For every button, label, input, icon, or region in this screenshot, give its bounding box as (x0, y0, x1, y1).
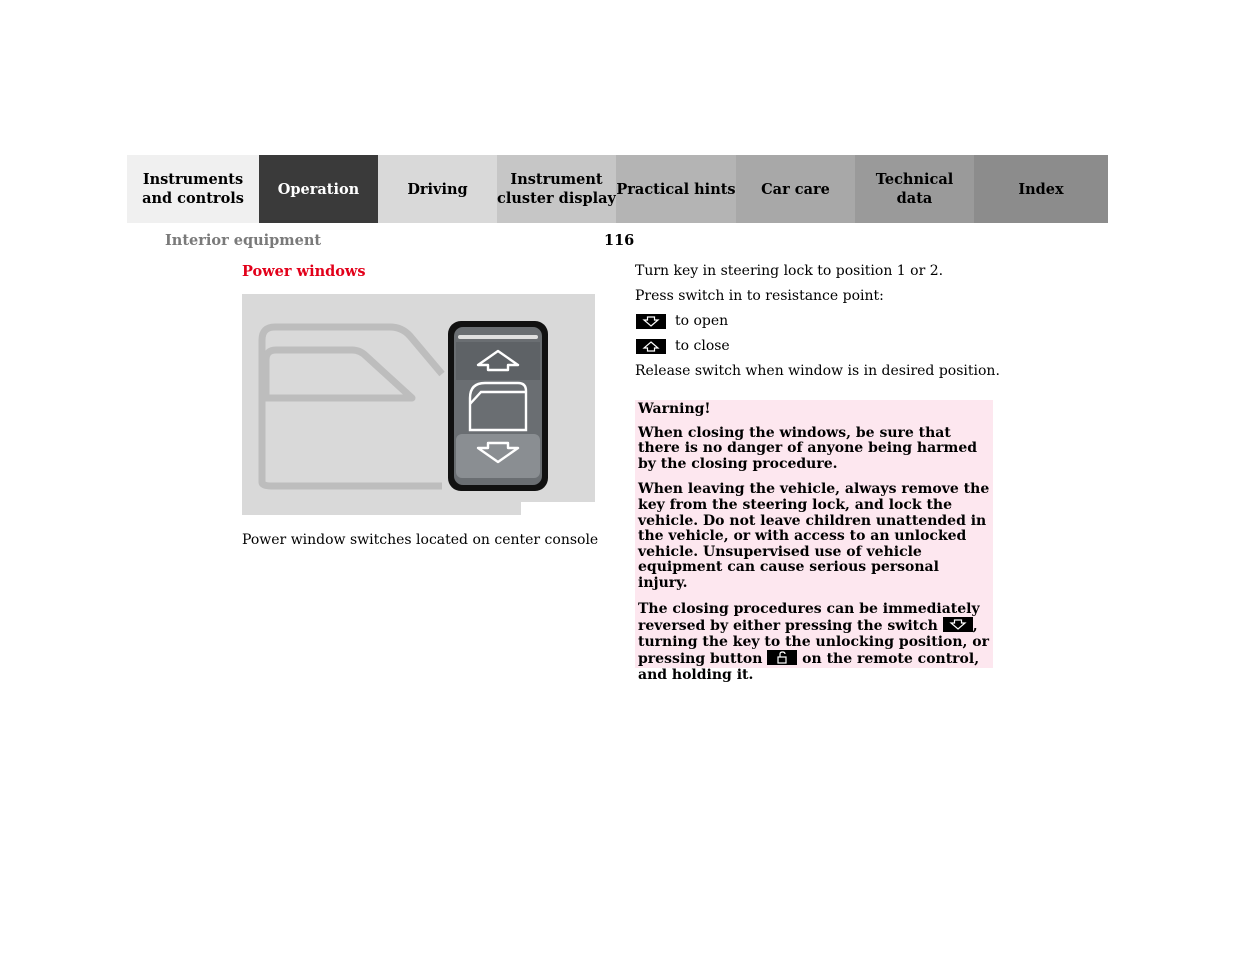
warning-reverse-text-a: The closing procedures can be immediately reversed by either pressing the switch (638, 600, 980, 635)
warning-box (635, 400, 993, 683)
page-number: 116 (604, 232, 635, 249)
arrow-up-icon (636, 339, 666, 354)
tab-index[interactable]: Index (974, 155, 1108, 223)
warning-paragraph-reverse (638, 602, 990, 684)
tab-technical-data[interactable]: Technical data (855, 155, 974, 223)
warning-reverse-text-c: on the remote control, and holding it. (638, 651, 980, 683)
warning-title: Warning! (638, 401, 711, 417)
instruction-press-switch: Press switch in to resistance point: (635, 288, 884, 304)
switch-drawing (242, 294, 595, 515)
instruction-key-position: Turn key in steering lock to position 1 or 2. (635, 263, 944, 279)
instruction-release-switch: Release switch when window is in desired position. (635, 363, 1000, 379)
tab-practical-hints[interactable]: Practical hints (616, 155, 736, 223)
arrow-down-icon (636, 314, 666, 329)
warning-reverse-text-b: , turning the key to the unlocking position, or pressing button (638, 618, 989, 668)
chapter-nav (127, 155, 1108, 223)
open-label: to open (675, 313, 729, 329)
power-window-switch-illustration (242, 294, 595, 515)
tab-driving[interactable]: Driving (378, 155, 497, 223)
warning-paragraph-leaving: When leaving the vehicle, always remove the key from the steering lock, and lock the vehicle. Do not leave children unattended in the vehicle, or with access to an unlocked vehicle. Unsupervised use of vehicle equipment can cause serious personal injury. (638, 481, 990, 591)
tab-operation[interactable]: Operation (259, 155, 378, 223)
warning-paragraph-closing: When closing the windows, be sure that there is no danger of anyone being harmed by the closing procedure. (638, 424, 978, 472)
unlock-icon (767, 650, 797, 665)
arrow-down-icon (943, 617, 973, 632)
tab-instrument-cluster-display[interactable]: Instrument cluster display (497, 155, 616, 223)
close-label: to close (675, 338, 730, 354)
tab-car-care[interactable]: Car care (736, 155, 855, 223)
tab-instruments-and-controls[interactable]: Instruments and controls (127, 155, 259, 223)
figure-caption: Power window switches located on center console (242, 532, 599, 548)
page-heading: Power windows (242, 263, 366, 280)
figure-corner-cutout (521, 502, 595, 516)
section-title: Interior equipment (165, 232, 322, 249)
